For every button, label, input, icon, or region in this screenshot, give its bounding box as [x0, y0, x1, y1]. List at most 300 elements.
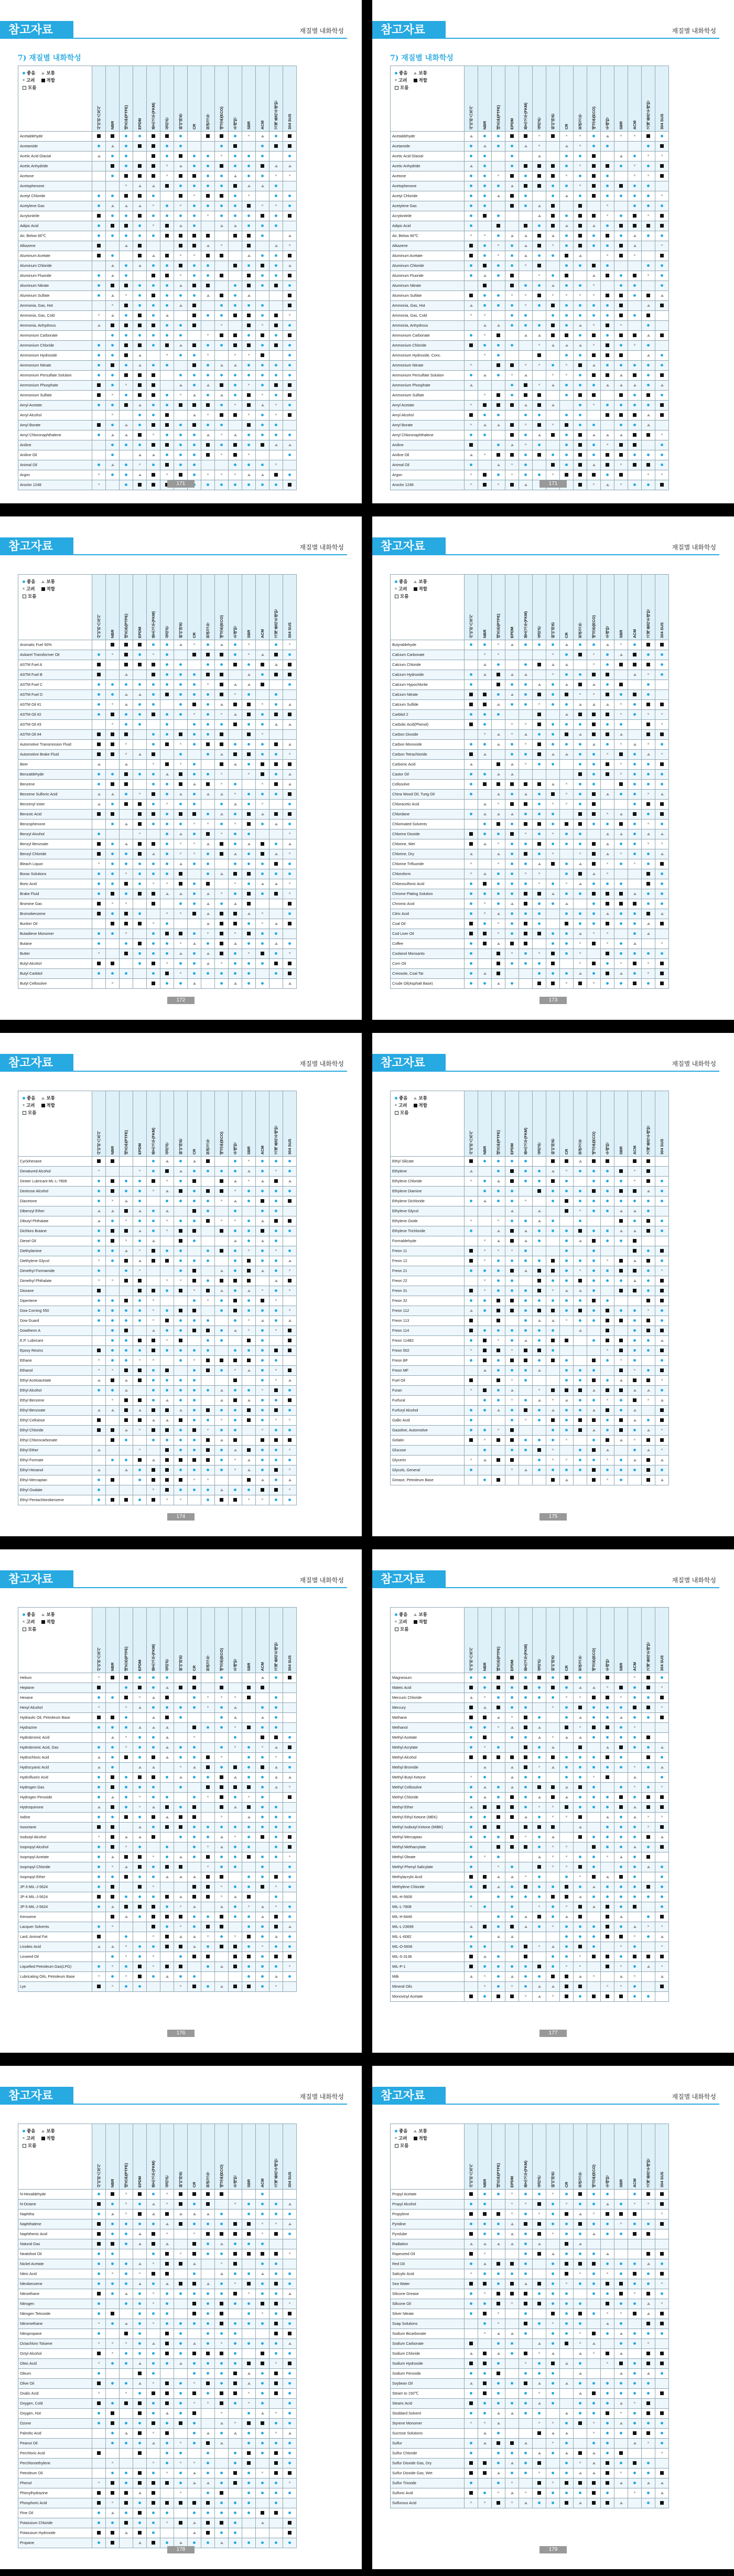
- resistance-cell: [655, 381, 669, 391]
- good-dot-icon: [470, 673, 472, 676]
- resistance-cell: [560, 470, 574, 480]
- resistance-cell: [106, 710, 120, 720]
- good-dot-icon: [633, 773, 636, 775]
- good-dot-icon: [234, 1160, 236, 1162]
- resistance-cell: [533, 750, 546, 760]
- resistance-cell: [465, 321, 478, 331]
- page-number: 171: [539, 480, 567, 488]
- material-column-header: SBR: [242, 1091, 256, 1157]
- resistance-cell: [242, 1177, 256, 1187]
- good-dot-icon: [247, 793, 250, 795]
- fair-triangle-icon: [138, 354, 142, 357]
- resistance-cell: [188, 750, 201, 760]
- resistance-cell: [560, 391, 574, 401]
- resistance-cell: [601, 959, 614, 969]
- good-dot-icon: [98, 942, 100, 945]
- resistance-cell: [229, 211, 242, 221]
- good-dot-icon: [111, 1319, 114, 1322]
- good-dot-icon: [592, 314, 595, 317]
- fair-triangle-icon: [125, 1200, 128, 1202]
- good-dot-icon: [98, 892, 100, 895]
- suitable-square-icon: [646, 912, 650, 915]
- resistance-cell: [269, 480, 283, 490]
- consider-x-icon: ×: [633, 343, 636, 348]
- fair-triangle-icon: [606, 483, 609, 486]
- resistance-cell: [120, 1246, 133, 1256]
- good-dot-icon: [166, 434, 168, 436]
- suitable-square-icon: [510, 204, 514, 208]
- good-dot-icon: [592, 972, 595, 975]
- resistance-cell: [174, 430, 188, 440]
- good-dot-icon: [111, 254, 114, 257]
- resistance-cell: [229, 411, 242, 421]
- good-dot-icon: [483, 982, 486, 985]
- resistance-cell: [147, 770, 160, 780]
- consider-x-icon: ×: [247, 353, 250, 358]
- chemical-name: Acetaldehyde: [18, 132, 92, 142]
- good-dot-icon: [125, 394, 127, 396]
- suitable-square-icon: [592, 842, 596, 846]
- resistance-cell: [614, 929, 628, 939]
- resistance-cell: [174, 949, 188, 959]
- resistance-cell: [478, 460, 492, 470]
- resistance-cell: [174, 470, 188, 480]
- resistance-cell: [533, 839, 546, 849]
- good-dot-icon: [193, 952, 196, 955]
- good-dot-icon: [261, 1160, 264, 1162]
- table-row: [391, 949, 669, 959]
- good-dot-icon: [193, 473, 196, 476]
- resistance-cell: [92, 351, 106, 361]
- resistance-cell: [242, 361, 256, 371]
- legend-item: [395, 77, 407, 84]
- fair-triangle-icon: [138, 204, 142, 207]
- resistance-cell: [188, 1236, 201, 1246]
- resistance-cell: [147, 460, 160, 470]
- good-dot-icon: [470, 882, 472, 885]
- good-dot-icon: [647, 483, 650, 486]
- table-row: [391, 241, 669, 251]
- good-dot-icon: [470, 145, 472, 147]
- resistance-cell: [174, 660, 188, 670]
- resistance-cell: [229, 1226, 242, 1236]
- good-dot-icon: [125, 444, 127, 446]
- resistance-cell: [242, 311, 256, 321]
- table-row: [18, 790, 297, 800]
- resistance-cell: [642, 839, 655, 849]
- resistance-cell: [642, 411, 655, 421]
- consider-x-icon: ×: [179, 393, 182, 397]
- resistance-cell: [492, 810, 505, 820]
- good-dot-icon: [152, 195, 155, 197]
- header-rule: [0, 38, 347, 39]
- resistance-cell: [574, 640, 587, 650]
- resistance-cell: [269, 430, 283, 440]
- good-dot-icon: [138, 1309, 141, 1312]
- resistance-cell: [533, 142, 546, 152]
- good-dot-icon: [524, 843, 527, 845]
- resistance-cell: [147, 440, 160, 450]
- consider-x-icon: ×: [620, 643, 622, 647]
- suitable-square-icon: [206, 882, 210, 886]
- resistance-cell: [201, 1256, 215, 1266]
- suitable-square-icon: [496, 683, 500, 686]
- resistance-cell: [269, 640, 283, 650]
- good-dot-icon: [275, 1190, 277, 1192]
- resistance-cell: [133, 1197, 147, 1206]
- resistance-cell: [505, 311, 519, 321]
- resistance-cell: [242, 430, 256, 440]
- suitable-square-icon: [165, 343, 169, 347]
- table-row: [18, 430, 297, 440]
- resistance-cell: [188, 221, 201, 231]
- good-dot-icon: [592, 753, 595, 756]
- resistance-cell: [533, 740, 546, 750]
- suitable-square-icon: [97, 254, 101, 257]
- resistance-cell: [215, 271, 229, 281]
- resistance-cell: [465, 181, 478, 191]
- good-dot-icon: [647, 204, 650, 207]
- consider-x-icon: ×: [138, 1249, 141, 1253]
- good-dot-icon: [166, 145, 168, 147]
- fair-triangle-icon: [524, 145, 527, 147]
- legend: [18, 66, 92, 132]
- good-dot-icon: [125, 145, 127, 147]
- fair-triangle-icon: [275, 444, 278, 446]
- legend-label: 보통: [46, 579, 55, 584]
- resistance-cell: [242, 221, 256, 231]
- consider-x-icon: ×: [511, 952, 513, 956]
- fair-triangle-icon: [152, 853, 155, 855]
- good-dot-icon: [111, 773, 114, 775]
- chemical-name: Butyl Cellosolve: [18, 979, 92, 989]
- suitable-square-icon: [592, 962, 596, 965]
- suitable-square-icon: [179, 154, 182, 158]
- suitable-square-icon: [111, 1239, 114, 1243]
- good-dot-icon: [579, 843, 581, 845]
- resistance-cell: [519, 132, 533, 142]
- suitable-square-icon: [124, 922, 128, 925]
- resistance-cell: [655, 959, 669, 969]
- resistance-cell: [256, 241, 269, 251]
- resistance-cell: [478, 351, 492, 361]
- resistance-cell: [188, 1197, 201, 1206]
- good-dot-icon: [647, 454, 650, 456]
- material-column-header: SBR: [614, 575, 628, 640]
- resistance-cell: [574, 470, 587, 480]
- suitable-square-icon: [524, 393, 527, 397]
- resistance-cell: [574, 241, 587, 251]
- resistance-cell: [160, 361, 174, 371]
- resistance-cell: [174, 919, 188, 929]
- good-dot-icon: [511, 872, 513, 875]
- resistance-cell: [533, 311, 546, 321]
- resistance-cell: [478, 680, 492, 690]
- suitable-square-icon: [565, 922, 568, 925]
- resistance-cell: [655, 720, 669, 730]
- resistance-cell: [465, 142, 478, 152]
- good-dot-icon: [538, 962, 541, 965]
- resistance-cell: [201, 450, 215, 460]
- chemical-name: Acetone: [391, 171, 465, 181]
- suitable-square-icon: [138, 194, 142, 198]
- consider-x-icon: ×: [579, 693, 581, 697]
- good-dot-icon: [234, 155, 236, 157]
- consider-x-icon: ×: [220, 713, 223, 717]
- good-dot-icon: [247, 304, 250, 307]
- resistance-cell: [601, 919, 614, 929]
- consider-x-icon: ×: [565, 373, 568, 378]
- good-dot-icon: [234, 384, 236, 386]
- chemical-name: Diethylene Glycol: [18, 1256, 92, 1266]
- good-dot-icon: [207, 1249, 209, 1252]
- good-dot-icon: [275, 364, 277, 367]
- fair-triangle-icon: [565, 683, 568, 686]
- resistance-cell: [492, 430, 505, 440]
- chemical-name: Chlorinated Solvents: [391, 820, 465, 829]
- resistance-cell: [215, 371, 229, 381]
- good-dot-icon: [98, 145, 100, 147]
- legend: [18, 1091, 92, 1157]
- resistance-cell: [628, 321, 642, 331]
- resistance-cell: [478, 401, 492, 411]
- suitable-square-icon: [660, 962, 664, 965]
- chemical-name: Ammonia, Anhydrous: [391, 321, 465, 331]
- fair-triangle-icon: [138, 753, 142, 756]
- resistance-cell: [92, 221, 106, 231]
- suitable-square-icon: [138, 802, 142, 806]
- suitable-square-icon: [124, 732, 128, 736]
- resistance-cell: [614, 969, 628, 979]
- resistance-cell: [256, 211, 269, 221]
- resistance-cell: [256, 859, 269, 869]
- good-dot-icon: [247, 723, 250, 726]
- good-dot-icon: [138, 882, 141, 885]
- suitable-square-icon: [179, 932, 182, 935]
- resistance-cell: [601, 480, 614, 490]
- good-dot-icon: [207, 483, 209, 486]
- consider-x-icon: ×: [125, 184, 127, 188]
- resistance-cell: [269, 1216, 283, 1226]
- consider-x-icon: ×: [138, 832, 141, 836]
- suitable-square-icon: [111, 1189, 114, 1193]
- resistance-cell: [160, 281, 174, 291]
- resistance-cell: [120, 261, 133, 271]
- resistance-cell: [533, 909, 546, 919]
- resistance-cell: [505, 470, 519, 480]
- consider-x-icon: ×: [275, 463, 277, 467]
- resistance-cell: [120, 1187, 133, 1197]
- resistance-cell: [628, 810, 642, 820]
- good-dot-icon: [538, 793, 541, 795]
- resistance-cell: [614, 710, 628, 720]
- resistance-cell: [628, 949, 642, 959]
- good-dot-icon: [565, 314, 568, 317]
- resistance-cell: [133, 929, 147, 939]
- suitable-square-icon: [97, 244, 101, 247]
- resistance-cell: [587, 281, 601, 291]
- suitable-square-icon: [111, 713, 114, 716]
- consider-x-icon: ×: [552, 423, 554, 427]
- resistance-cell: [215, 1316, 229, 1326]
- consider-x-icon: ×: [288, 1309, 291, 1313]
- fair-triangle-icon: [125, 244, 128, 247]
- good-dot-icon: [470, 334, 472, 337]
- resistance-cell: [215, 660, 229, 670]
- good-dot-icon: [538, 763, 541, 766]
- good-dot-icon: [511, 743, 513, 746]
- suitable-square-icon: [220, 842, 223, 846]
- resistance-cell: [242, 909, 256, 919]
- suitable-square-icon: [660, 922, 664, 925]
- good-dot-icon: [179, 1180, 182, 1182]
- suitable-square-icon: [233, 1279, 237, 1282]
- resistance-cell: [560, 381, 574, 391]
- resistance-cell: [642, 450, 655, 460]
- resistance-cell: [283, 700, 297, 710]
- resistance-cell: [587, 690, 601, 700]
- resistance-cell: [229, 919, 242, 929]
- material-column-header: 하이파론: [546, 66, 560, 132]
- fair-triangle-icon: [647, 922, 650, 925]
- resistance-cell: [269, 341, 283, 351]
- consider-x-icon: ×: [620, 713, 622, 717]
- good-dot-icon: [193, 165, 196, 167]
- good-dot-icon: [111, 912, 114, 915]
- suitable-square-icon: [220, 1189, 223, 1193]
- resistance-cell: [587, 909, 601, 919]
- consider-x-icon: ×: [207, 353, 209, 358]
- table-row: [18, 221, 297, 231]
- resistance-cell: [106, 820, 120, 829]
- resistance-cell: [642, 640, 655, 650]
- resistance-cell: [492, 171, 505, 181]
- good-dot-icon: [111, 1299, 114, 1302]
- good-dot-icon: [579, 783, 581, 785]
- fair-triangle-icon: [193, 783, 196, 785]
- resistance-cell: [229, 142, 242, 152]
- resistance-cell: [601, 401, 614, 411]
- resistance-cell: [133, 640, 147, 650]
- good-dot-icon: [538, 922, 541, 925]
- fair-triangle-icon: [592, 274, 596, 277]
- good-dot-icon: [138, 304, 141, 307]
- resistance-cell: [133, 1316, 147, 1326]
- resistance-cell: [133, 191, 147, 201]
- resistance-cell: [478, 760, 492, 770]
- resistance-cell: [505, 919, 519, 929]
- resistance-cell: [574, 730, 587, 740]
- resistance-cell: [106, 760, 120, 770]
- fair-triangle-icon: [497, 773, 500, 775]
- resistance-cell: [120, 1167, 133, 1177]
- chemical-name: Automotive Transmission Fluid: [18, 740, 92, 750]
- fair-triangle-icon: [524, 374, 527, 376]
- good-dot-icon: [98, 1230, 100, 1232]
- resistance-cell: [283, 839, 297, 849]
- resistance-cell: [478, 929, 492, 939]
- table-row: [391, 211, 669, 221]
- good-dot-icon: [166, 982, 168, 985]
- resistance-cell: [256, 1246, 269, 1256]
- resistance-cell: [106, 460, 120, 470]
- resistance-cell: [269, 142, 283, 152]
- fair-triangle-icon: [98, 1220, 101, 1222]
- resistance-cell: [188, 1316, 201, 1326]
- resistance-cell: [614, 909, 628, 919]
- consider-x-icon: ×: [247, 194, 250, 198]
- resistance-cell: [120, 231, 133, 241]
- fair-triangle-icon: [193, 942, 196, 945]
- resistance-cell: [106, 321, 120, 331]
- good-dot-icon: [193, 224, 196, 227]
- resistance-cell: [492, 281, 505, 291]
- material-column-header: 우레탄: [601, 575, 614, 640]
- resistance-cell: [133, 750, 147, 760]
- resistance-cell: [242, 879, 256, 889]
- fair-triangle-icon: [288, 743, 292, 746]
- fair-triangle-icon: [98, 324, 101, 327]
- resistance-cell: [587, 450, 601, 460]
- suitable-square-icon: [646, 433, 650, 437]
- good-dot-icon: [606, 962, 609, 965]
- suitable-square-icon: [192, 1179, 196, 1183]
- fair-triangle-icon: [579, 863, 582, 865]
- resistance-cell: [160, 849, 174, 859]
- resistance-cell: [614, 261, 628, 271]
- fair-triangle-icon: [275, 165, 278, 167]
- table-row: [391, 680, 669, 690]
- suitable-square-icon: [111, 782, 114, 786]
- suitable-square-icon: [606, 324, 609, 327]
- resistance-cell: [505, 371, 519, 381]
- table-row: [18, 1306, 297, 1316]
- consider-x-icon: ×: [565, 792, 568, 796]
- consider-x-icon: ×: [234, 932, 236, 936]
- resistance-cell: [92, 311, 106, 321]
- good-dot-icon: [166, 673, 168, 676]
- consider-x-icon: ×: [125, 1239, 127, 1243]
- suitable-square-icon: [152, 443, 155, 447]
- suitable-square-icon: [646, 732, 650, 736]
- resistance-cell: [269, 959, 283, 969]
- chemical-name: Askarel Transformer Oil: [18, 650, 92, 660]
- resistance-cell: [505, 450, 519, 460]
- good-dot-icon: [179, 324, 182, 327]
- resistance-cell: [174, 760, 188, 770]
- good-dot-icon: [166, 294, 168, 297]
- resistance-cell: [492, 221, 505, 231]
- chemical-name: Coffee: [391, 939, 465, 949]
- chemical-name: Benzoic Acid: [18, 810, 92, 820]
- consider-x-icon: ×: [552, 832, 554, 836]
- good-dot-icon: [552, 763, 554, 766]
- suitable-square-icon: [247, 932, 251, 935]
- resistance-cell: [133, 1256, 147, 1266]
- table-row: [391, 800, 669, 810]
- resistance-cell: [560, 241, 574, 251]
- resistance-cell: [188, 1306, 201, 1316]
- resistance-cell: [242, 750, 256, 760]
- resistance-cell: [655, 430, 669, 440]
- good-dot-icon: [138, 723, 141, 726]
- resistance-cell: [188, 640, 201, 650]
- chemical-name: Chrome Plating Solution: [391, 889, 465, 899]
- resistance-cell: [92, 1306, 106, 1316]
- suitable-square-icon: [510, 174, 514, 178]
- good-dot-icon: [179, 693, 182, 696]
- good-dot-icon: [207, 185, 209, 187]
